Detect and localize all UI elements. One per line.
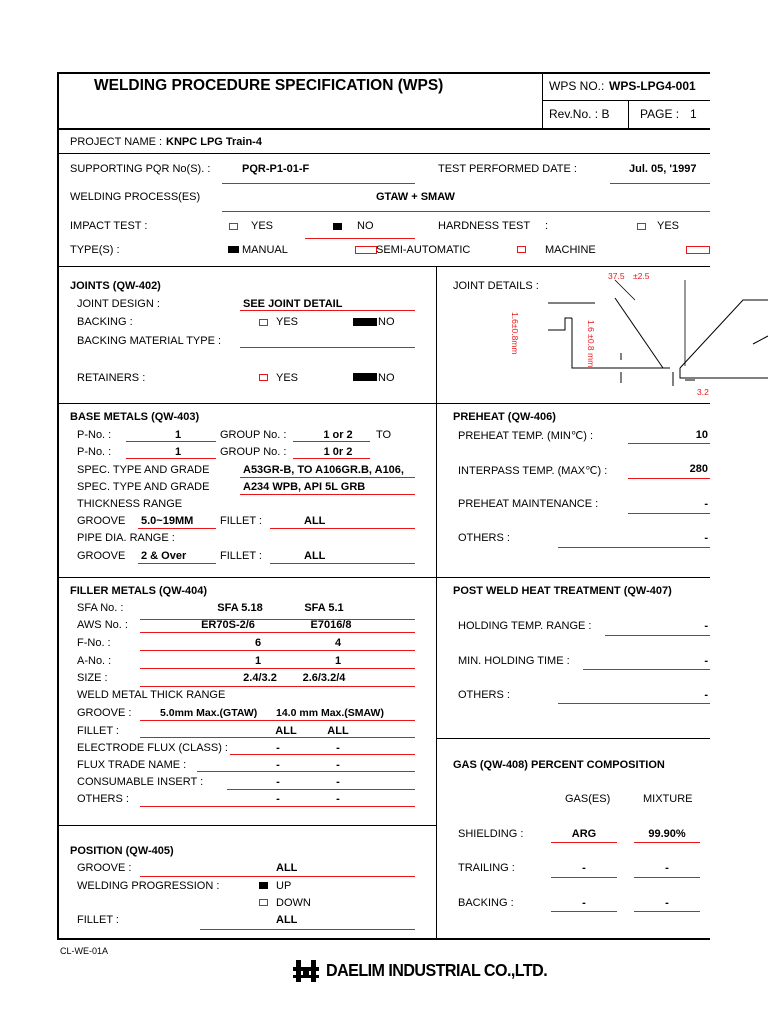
insert-label: CONSUMABLE INSERT : bbox=[77, 776, 204, 788]
project-label: PROJECT NAME : bbox=[70, 136, 163, 148]
insert-value-1: - bbox=[276, 776, 280, 788]
impact-label: IMPACT TEST : bbox=[70, 220, 148, 232]
joint-details-label: JOINT DETAILS : bbox=[453, 280, 539, 292]
pipe-groove-underline bbox=[138, 563, 216, 564]
maintenance-underline bbox=[628, 513, 710, 514]
fillet-underline bbox=[270, 528, 415, 529]
maintenance-value: - bbox=[704, 498, 708, 510]
test-date-value: Jul. 05, '1997 bbox=[629, 163, 697, 175]
filler-others-label: OTHERS : bbox=[77, 793, 129, 805]
trade-underline bbox=[197, 771, 415, 772]
spec2-value: A234 WPB, API 5L GRB bbox=[243, 481, 366, 493]
position-groove-label: GROOVE : bbox=[77, 862, 132, 874]
pipe-label: PIPE DIA. RANGE : bbox=[77, 532, 175, 544]
page-label: PAGE : bbox=[640, 107, 680, 121]
column-divider bbox=[436, 266, 437, 939]
hardness-colon: : bbox=[545, 220, 549, 232]
process-underline bbox=[222, 211, 710, 212]
machine-checkbox-left[interactable] bbox=[517, 246, 526, 253]
aws-label: AWS No. : bbox=[77, 619, 128, 631]
pipe-fillet-value: ALL bbox=[304, 550, 326, 562]
backing-material-underline bbox=[240, 347, 415, 348]
progression-label: WELDING PROGRESSION : bbox=[77, 880, 220, 892]
preheat-temp-underline bbox=[628, 443, 710, 444]
rev-no: Rev.No. : B bbox=[549, 107, 610, 121]
base-bottom-line bbox=[58, 577, 710, 578]
dim-angle: 37.5 bbox=[608, 271, 625, 281]
impact-underline bbox=[305, 238, 415, 239]
header-bottom-line bbox=[58, 128, 710, 130]
progression-up-label: UP bbox=[276, 880, 292, 892]
types-label: TYPE(S) : bbox=[70, 244, 120, 256]
position-fillet-underline bbox=[200, 929, 415, 930]
hardness-yes-checkbox[interactable] bbox=[637, 223, 646, 230]
size-label: SIZE : bbox=[77, 672, 108, 684]
spec1-underline bbox=[240, 477, 415, 478]
project-bottom-line bbox=[58, 153, 710, 154]
interpass-underline bbox=[628, 478, 710, 479]
backing-mix-underline bbox=[634, 911, 700, 912]
machine-label: MACHINE bbox=[545, 244, 596, 256]
land-left bbox=[548, 318, 572, 330]
flux-value-1: - bbox=[276, 742, 280, 754]
hardness-yes-label: YES bbox=[657, 220, 680, 232]
impact-no-checkbox[interactable] bbox=[333, 223, 342, 230]
company-name: DAELIM INDUSTRIAL CO.,LTD. bbox=[326, 960, 548, 980]
bevel-left bbox=[615, 298, 663, 368]
min-time-underline bbox=[583, 669, 710, 670]
shielding-mix: 99.90% bbox=[648, 828, 686, 840]
trailing-label: TRAILING : bbox=[458, 862, 515, 874]
backing-no-checkbox[interactable] bbox=[353, 318, 377, 326]
ano-underline bbox=[140, 668, 415, 669]
trailing-mix-underline bbox=[634, 877, 700, 878]
filler-groove-value-2: 14.0 mm Max.(SMAW) bbox=[276, 707, 384, 719]
position-groove-underline bbox=[140, 876, 415, 877]
trailing-gas: - bbox=[582, 862, 586, 874]
preheat-others-value: - bbox=[704, 532, 708, 544]
shielding-mix-underline bbox=[634, 842, 700, 843]
header-mid-line bbox=[542, 100, 710, 101]
joints-heading: JOINTS (QW-402) bbox=[70, 280, 161, 292]
pwht-others-value: - bbox=[704, 689, 708, 701]
hardness-label: HARDNESS TEST bbox=[438, 220, 531, 232]
page-number: 1 bbox=[690, 107, 697, 121]
joint-detail-drawing bbox=[505, 268, 768, 400]
dim-angle-tol: ±2.5 bbox=[633, 271, 650, 281]
preheat-temp-label: PREHEAT TEMP. (MIN℃) : bbox=[458, 430, 594, 442]
retainers-label: RETAINERS : bbox=[77, 372, 146, 384]
process-value: GTAW + SMAW bbox=[376, 191, 455, 203]
preheat-temp-value: 10 bbox=[695, 429, 708, 441]
groove-value: 5.0~19MM bbox=[141, 515, 194, 527]
backing-gas: - bbox=[582, 897, 586, 909]
manual-checkbox[interactable] bbox=[228, 246, 239, 253]
dim-land: 1.6±0.8mm bbox=[510, 312, 520, 355]
fillet-value: ALL bbox=[304, 515, 326, 527]
retainers-no-label: NO bbox=[378, 372, 395, 384]
impact-yes-label: YES bbox=[251, 220, 274, 232]
pipe-groove-label: GROOVE bbox=[77, 550, 126, 562]
bevel-right bbox=[680, 300, 768, 368]
filler-groove-value-1: 5.0mm Max.(GTAW) bbox=[160, 707, 258, 719]
pipe-groove-value: 2 & Over bbox=[141, 550, 187, 562]
wps-no-value: WPS-LPG4-001 bbox=[609, 79, 696, 93]
flux-value-2: - bbox=[336, 742, 340, 754]
project-value: KNPC LPG Train-4 bbox=[166, 136, 262, 148]
sfa-value-2: SFA 5.1 bbox=[304, 602, 344, 614]
backing-no-label: NO bbox=[378, 316, 395, 328]
retainers-yes-label: YES bbox=[276, 372, 299, 384]
general-bottom-line bbox=[58, 266, 710, 267]
backing-material-label: BACKING MATERIAL TYPE : bbox=[77, 335, 222, 347]
progression-down-checkbox[interactable] bbox=[259, 899, 268, 906]
form-number: CL-WE-01A bbox=[60, 946, 109, 956]
size-value-2: 2.6/3.2/4 bbox=[302, 672, 346, 684]
spec2-underline bbox=[240, 494, 415, 495]
aws-underline bbox=[140, 632, 415, 633]
dim-gap: 1.6 ±0.8 mm bbox=[586, 320, 596, 368]
flux-label: ELECTRODE FLUX (CLASS) : bbox=[77, 742, 228, 754]
gas-col-mixture: MIXTURE bbox=[643, 793, 693, 805]
retainers-yes-checkbox[interactable] bbox=[259, 374, 268, 381]
spec1-label: SPEC. TYPE AND GRADE bbox=[77, 464, 210, 476]
pno1-value: 1 bbox=[174, 429, 182, 441]
progression-up-checkbox[interactable] bbox=[259, 882, 268, 889]
trade-value-1: - bbox=[276, 759, 280, 771]
impact-no-label: NO bbox=[357, 220, 374, 232]
groove-label: GROOVE bbox=[77, 515, 126, 527]
sfa-value-1: SFA 5.18 bbox=[217, 602, 263, 614]
insert-value-2: - bbox=[336, 776, 340, 788]
trade-label: FLUX TRADE NAME : bbox=[77, 759, 187, 771]
retainers-no-checkbox[interactable] bbox=[353, 373, 377, 381]
semi-auto-checkbox[interactable] bbox=[355, 246, 377, 254]
filler-groove-underline bbox=[140, 720, 415, 721]
process-label: WELDING PROCESS(ES) bbox=[70, 191, 201, 203]
pwht-heading: POST WELD HEAT TREATMENT (QW-407) bbox=[453, 585, 672, 597]
sfa-label: SFA No. : bbox=[77, 602, 124, 614]
header-page-divider bbox=[628, 100, 629, 128]
backing-gas-underline bbox=[551, 911, 617, 912]
filler-groove-label: GROOVE : bbox=[77, 707, 132, 719]
group1-underline bbox=[293, 441, 370, 442]
pno2-underline bbox=[126, 458, 216, 459]
group1-label: GROUP No. : bbox=[220, 429, 287, 441]
manual-label: MANUAL bbox=[242, 244, 288, 256]
frame-top bbox=[58, 72, 710, 74]
group2-underline bbox=[293, 458, 370, 459]
filler-bottom-line bbox=[58, 825, 437, 826]
backing-yes-label: YES bbox=[276, 316, 299, 328]
group1-value: 1 or 2 bbox=[323, 429, 353, 441]
insert-underline bbox=[227, 789, 415, 790]
filler-others-value-2: - bbox=[336, 793, 340, 805]
pqr-label: SUPPORTING PQR No(S). : bbox=[70, 163, 211, 175]
trade-value-2: - bbox=[336, 759, 340, 771]
group2-value: 1 0r 2 bbox=[323, 446, 353, 458]
filler-fillet-underline bbox=[140, 737, 415, 738]
gas-col-gases: GAS(ES) bbox=[565, 793, 611, 805]
position-groove-value: ALL bbox=[276, 862, 298, 874]
aws-value-1: ER70S-2/6 bbox=[201, 619, 255, 631]
flux-underline bbox=[230, 754, 415, 755]
thick-range-label: WELD METAL THICK RANGE bbox=[77, 689, 226, 701]
company-logo-icon bbox=[293, 958, 323, 984]
ano-value-2: 1 bbox=[334, 655, 342, 667]
shielding-gas: ARG bbox=[571, 828, 597, 840]
interpass-label: INTERPASS TEMP. (MAX℃) : bbox=[458, 465, 608, 477]
aws-underline-top bbox=[140, 619, 415, 620]
pipe-fillet-label: FILLET : bbox=[220, 550, 262, 562]
min-time-value: - bbox=[704, 655, 708, 667]
preheat-others-underline bbox=[558, 547, 710, 548]
pno2-label: P-No. : bbox=[77, 446, 112, 458]
gas-heading: GAS (QW-408) PERCENT COMPOSITION bbox=[453, 759, 665, 771]
trailing-mix: - bbox=[665, 862, 669, 874]
test-date-label: TEST PERFORMED DATE : bbox=[438, 163, 577, 175]
shielding-gas-underline bbox=[551, 842, 617, 843]
joint-design-label: JOINT DESIGN : bbox=[77, 298, 160, 310]
fno-value-2: 4 bbox=[334, 637, 342, 649]
holding-range-value: - bbox=[704, 620, 708, 632]
filler-fillet-value-2: ALL bbox=[327, 725, 349, 737]
aws-value-2: E7016/8 bbox=[310, 619, 352, 631]
interpass-value: 280 bbox=[689, 463, 708, 475]
backing-mix: - bbox=[665, 897, 669, 909]
impact-yes-checkbox[interactable] bbox=[229, 223, 238, 230]
size-value-1: 2.4/3.2 bbox=[243, 672, 277, 684]
machine-checkbox[interactable] bbox=[686, 246, 710, 254]
ano-label: A-No. : bbox=[77, 655, 112, 667]
page-title: WELDING PROCEDURE SPECIFICATION (WPS) bbox=[94, 77, 444, 94]
groove-underline bbox=[138, 528, 216, 529]
preheat-heading: PREHEAT (QW-406) bbox=[453, 411, 556, 423]
pqr-underline bbox=[222, 183, 415, 184]
pwht-others-underline bbox=[558, 703, 710, 704]
pno1-underline bbox=[126, 441, 216, 442]
pno1-label: P-No. : bbox=[77, 429, 112, 441]
to-label: TO bbox=[376, 429, 392, 441]
min-time-label: MIN. HOLDING TIME : bbox=[458, 655, 570, 667]
shielding-label: SHIELDING : bbox=[458, 828, 524, 840]
group2-label: GROUP No. : bbox=[220, 446, 287, 458]
test-date-underline bbox=[610, 183, 710, 184]
holding-range-label: HOLDING TEMP. RANGE : bbox=[458, 620, 592, 632]
fno-value-1: 6 bbox=[254, 637, 262, 649]
fillet-label: FILLET : bbox=[220, 515, 262, 527]
maintenance-label: PREHEAT MAINTENANCE : bbox=[458, 498, 599, 510]
thickness-label: THICKNESS RANGE bbox=[77, 498, 183, 510]
frame-bottom bbox=[58, 938, 710, 940]
spec1-value: A53GR-B, TO A106GR.B, A106, bbox=[243, 464, 404, 476]
filler-others-underline bbox=[140, 806, 415, 807]
spec2-label: SPEC. TYPE AND GRADE bbox=[77, 481, 210, 493]
position-fillet-value: ALL bbox=[276, 914, 298, 926]
wps-no-label: WPS NO.: bbox=[549, 79, 605, 93]
gas-backing-label: BACKING : bbox=[458, 897, 514, 909]
pipe-fillet-underline bbox=[270, 563, 415, 564]
joints-bottom-line bbox=[58, 403, 710, 404]
pwht-bottom-line bbox=[437, 738, 710, 739]
joint-design-underline bbox=[240, 310, 415, 311]
base-heading: BASE METALS (QW-403) bbox=[70, 411, 200, 423]
pno2-value: 1 bbox=[174, 446, 182, 458]
filler-fillet-label: FILLET : bbox=[77, 725, 119, 737]
preheat-others-label: OTHERS : bbox=[458, 532, 510, 544]
filler-heading: FILLER METALS (QW-404) bbox=[70, 585, 208, 597]
ano-value-1: 1 bbox=[254, 655, 262, 667]
fno-label: F-No. : bbox=[77, 637, 111, 649]
position-fillet-label: FILLET : bbox=[77, 914, 119, 926]
filler-fillet-value-1: ALL bbox=[275, 725, 297, 737]
position-heading: POSITION (QW-405) bbox=[70, 845, 174, 857]
pqr-value: PQR-P1-01-F bbox=[242, 163, 310, 175]
pwht-others-label: OTHERS : bbox=[458, 689, 510, 701]
frame-left bbox=[57, 72, 59, 940]
trailing-gas-underline bbox=[551, 877, 617, 878]
backing-label: BACKING : bbox=[77, 316, 133, 328]
size-underline bbox=[140, 686, 415, 687]
joint-design-value: SEE JOINT DETAIL bbox=[243, 298, 343, 310]
fno-underline bbox=[140, 650, 415, 651]
dim-thk: 3.2 bbox=[697, 387, 709, 397]
holding-range-underline bbox=[605, 635, 710, 636]
semi-auto-label: SEMI-AUTOMATIC bbox=[376, 244, 471, 256]
backing-yes-checkbox[interactable] bbox=[259, 319, 268, 326]
filler-others-value-1: - bbox=[276, 793, 280, 805]
progression-down-label: DOWN bbox=[276, 897, 311, 909]
